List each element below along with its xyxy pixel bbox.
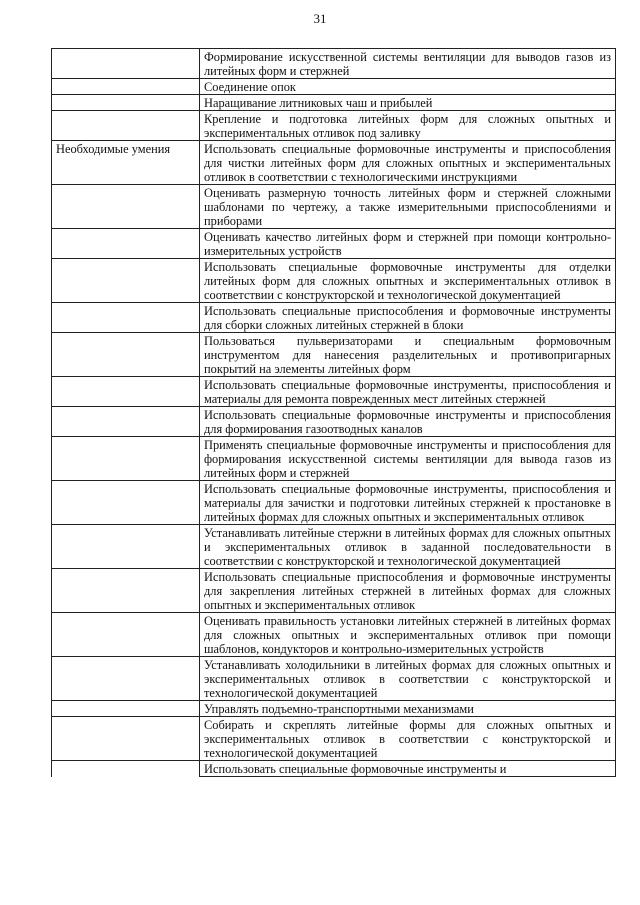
- table-row: [52, 49, 616, 79]
- table-row: [52, 303, 616, 333]
- label-cell: [52, 185, 200, 229]
- label-cell: [52, 333, 200, 377]
- section-label: Необходимые умения: [52, 141, 200, 185]
- table-row: [52, 79, 616, 95]
- table-row: [52, 185, 616, 229]
- table-row: [52, 525, 616, 569]
- table-cell: Применять специальные формовочные инструменты и приспособления для формирования искусственной системы вентиляции для вывода газов из литейных форм и стержней: [200, 437, 616, 481]
- table-cell: Использовать специальные приспособления и формовочные инструменты для сборки сложных литейных стержней в блоки: [200, 303, 616, 333]
- table-cell: Использовать специальные приспособления и формовочные инструменты для закрепления литейных стержней в литейных формах для сложных опытных и экспериментальных отливок: [200, 569, 616, 613]
- table-cell: Собирать и скреплять литейные формы для сложных опытных и экспериментальных отливок в соответствии с конструкторской и технологической документацией: [200, 717, 616, 761]
- table-row: [52, 111, 616, 141]
- label-cell: [52, 717, 200, 761]
- table-row: [52, 259, 616, 303]
- table-row: [52, 701, 616, 717]
- table-cell: Оценивать качество литейных форм и стержней при помощи контрольно-измерительных устройств: [200, 229, 616, 259]
- table-cell: Использовать специальные формовочные инструменты и приспособления для формирования газоотводных каналов: [200, 407, 616, 437]
- label-cell: [52, 259, 200, 303]
- table-cell: Формирование искусственной системы вентиляции для выводов газов из литейных форм и стержней: [200, 49, 616, 79]
- table-row: [52, 481, 616, 525]
- table-row: [52, 761, 616, 777]
- table-cell: Оценивать размерную точность литейных форм и стержней сложными шаблонами по чертежу, а также измерительными приспособлениями и приборами: [200, 185, 616, 229]
- label-cell: [52, 95, 200, 111]
- label-cell: [52, 437, 200, 481]
- page-number: 31: [313, 11, 327, 26]
- label-cell: [52, 569, 200, 613]
- label-cell: [52, 761, 200, 777]
- label-cell: [52, 657, 200, 701]
- table-cell: Использовать специальные формовочные инструменты для отделки литейных форм для сложных опытных и экспериментальных отливок в соответствии с конструкторской и технологической документацией: [200, 259, 616, 303]
- table-row: [52, 377, 616, 407]
- table-row: [52, 95, 616, 111]
- table-cell: Устанавливать холодильники в литейных формах для сложных опытных и экспериментальных отливок в соответствии с конструкторской и технологической документацией: [200, 657, 616, 701]
- label-cell: [52, 407, 200, 437]
- table-cell: Использовать специальные формовочные инструменты и приспособления для чистки литейных форм для сложных опытных и экспериментальных отливок в соответствии с технологическими инструкциями: [200, 141, 616, 185]
- label-cell: [52, 49, 200, 79]
- table-cell: Наращивание литниковых чаш и прибылей: [200, 95, 616, 111]
- table-row: [52, 141, 616, 185]
- table-cell: Управлять подъемно-транспортными механизмами: [200, 701, 616, 717]
- table-row: [52, 407, 616, 437]
- table-row: [52, 229, 616, 259]
- label-cell: [52, 701, 200, 717]
- label-cell: [52, 303, 200, 333]
- table-row: [52, 613, 616, 657]
- table-row: [52, 437, 616, 481]
- table-row: [52, 717, 616, 761]
- table-cell: Использовать специальные формовочные инструменты, приспособления и материалы для ремонта поврежденных мест литейных стержней: [200, 377, 616, 407]
- table-cell: Устанавливать литейные стержни в литейных формах для сложных опытных и экспериментальных отливок в заданной последовательности в соответствии с конструкторской и технологической документацией: [200, 525, 616, 569]
- label-cell: [52, 229, 200, 259]
- table-cell: Использовать специальные формовочные инструменты, приспособления и материалы для зачистки и подготовки литейных стержней к простановке в литейных формах для сложных опытных и экспериментальных отливок: [200, 481, 616, 525]
- table-cell: Использовать специальные формовочные инструменты и: [200, 761, 616, 777]
- label-cell: [52, 79, 200, 95]
- label-cell: [52, 377, 200, 407]
- label-cell: [52, 481, 200, 525]
- qualification-table: [51, 48, 616, 777]
- label-cell: [52, 525, 200, 569]
- table-cell: Оценивать правильность установки литейных стержней в литейных формах для сложных опытных и экспериментальных отливок при помощи шаблонов, кондукторов и контрольно-измерительных устройств: [200, 613, 616, 657]
- table-cell: Соединение опок: [200, 79, 616, 95]
- label-cell: [52, 613, 200, 657]
- label-cell: [52, 111, 200, 141]
- table-cell: Пользоваться пульверизаторами и специальным формовочным инструментом для нанесения разделительных и противопригарных покрытий на элементы литейных форм: [200, 333, 616, 377]
- table-row: [52, 333, 616, 377]
- table-row: [52, 657, 616, 701]
- table-row: [52, 569, 616, 613]
- table-cell: Крепление и подготовка литейных форм для сложных опытных и экспериментальных отливок под заливку: [200, 111, 616, 141]
